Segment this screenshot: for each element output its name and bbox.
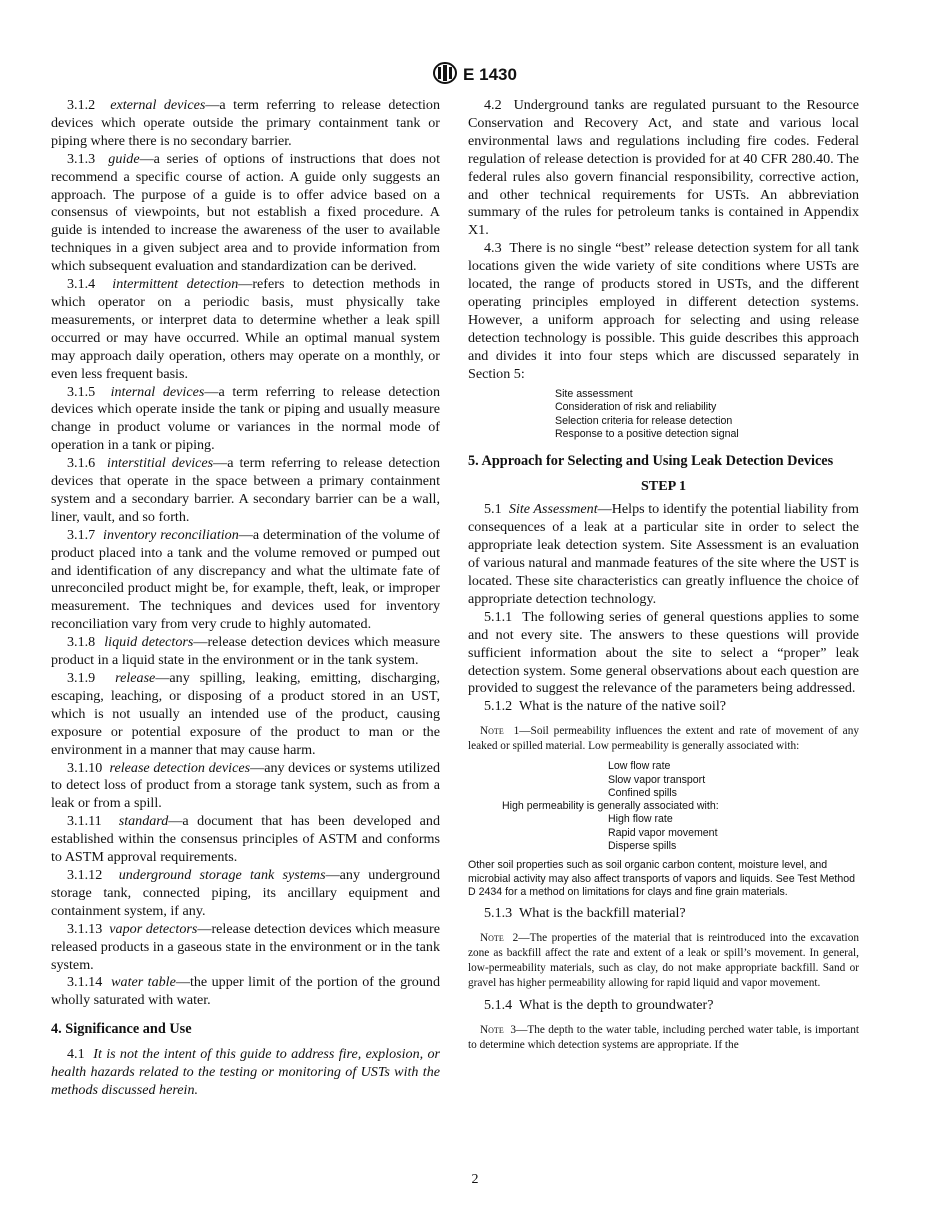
paragraph-5-1-1: 5.1.1 The following series of general questions applies to some and not every site. The answers to these questions will provide sufficient information about the site to select a “proper” leak detection system. Some general observations about each question are provided to suggest the relevance of the parameters being addressed. (468, 608, 859, 697)
other-soil-properties: Other soil properties such as soil organic carbon content, moisture level, and microbial activity may also affect transports of vapors and liquids. See Test Method D 2434 for a method on limitations for clays and fine grain materials. (468, 859, 856, 898)
permeability-list (468, 760, 859, 853)
definition-3-1-12: 3.1.12 underground storage tank systems—any underground storage tank, connected piping, its ancillary equipment and containment system, if any. (51, 866, 440, 919)
list-item: Response to a positive detection signal (555, 428, 739, 440)
paragraph-5-1-2: 5.1.2 What is the nature of the native soil? (484, 698, 727, 715)
list-item: Consideration of risk and reliability (555, 401, 717, 413)
section-5-heading: 5. Approach for Selecting and Using Leak Detection Devices (468, 452, 834, 469)
definition-3-1-5: 3.1.5 internal devices—a term referring to release detection devices which operate inside the tank or piping and usually measure change in product volume or variances in the normal mode of operation in a tank or piping. (51, 383, 440, 454)
list-item: Rapid vapor movement (608, 826, 718, 839)
paragraph-5-1: 5.1 Site Assessment—Helps to identify the potential liability from consequences of a leak at a particular site in order to select the appropriate leak detection system. Site Assessment is an evaluation of various natural and manmade features of the site where the UST is located. These site characteristics can greatly influence the choice of appropriate detection technology. (468, 501, 859, 607)
step-1-heading: STEP 1 (640, 477, 687, 494)
paragraph-4-1: 4.1 It is not the intent of this guide to address fire, explosion, or health hazards related to the testing or monitoring of USTs with the methods discussed herein. (51, 1046, 440, 1099)
list-item: Site assessment (555, 387, 633, 400)
paragraph-4-3: 4.3 There is no single “best” release detection system for all tank locations given the wide variety of site conditions where USTs are located, the range of products stored in USTs, and the different operating principles employed in different detection systems. However, a uniform approach for selecting and using release detection technology is possible. This guide describes this approach and divides it into four steps which are discussed separately in Section 5: (468, 240, 859, 382)
list-item: Slow vapor transport (608, 773, 706, 786)
page-header (0, 62, 950, 89)
definition-3-1-7: 3.1.7 inventory reconciliation—a determination of the volume of product placed into a tank and the volume removed or pumped out and identification of any discrepancy and what the ultimate fate of unreconciled product might be, for example, theft, leak, or improper measurement. The techniques and devices used for inventory reconciliation vary from very crude to highly automated. (51, 526, 440, 633)
steps-list (555, 388, 859, 442)
definition-3-1-6: 3.1.6 interstitial devices—a term referring to release detection devices that operate in the space between a primary containment system and a secondary barrier. A secondary barrier can be a wall, liner, vault, and so forth. (51, 455, 440, 525)
definition-3-1-10: 3.1.10 release detection devices—any devices or systems utilized to detect loss of product from a storage tank system, such as from a leak or from a spill. (51, 759, 440, 812)
page-number: 2 (471, 1172, 479, 1187)
definition-3-1-8: 3.1.8 liquid detectors—release detection devices which measure product in a liquid state in the environment or in the tank system. (51, 634, 441, 669)
note-3: Note 3—The depth to the water table, including perched water table, is important to determine which detection systems are appropriate. If the (468, 1024, 859, 1052)
note-1: Note 1—Soil permeability influences the extent and rate of movement of any leaked or spilled material. Low permeability is generally associated with: (468, 725, 859, 753)
note-2: Note 2—The properties of the material that is reintroduced into the excavation zone as backfill affect the rate and extent of a leak or spill’s movement. In general, low-permeability materials, such as clay, do not make appropriate backfill. Sand or gravel has higher permeability allowing for rapid liquid and vapor movement. (468, 932, 859, 990)
right-column (468, 97, 859, 1059)
paragraph-5-1-3: 5.1.3 What is the backfill material? (484, 905, 686, 922)
section-4-heading: 4. Significance and Use (51, 1021, 192, 1038)
list-item: Selection criteria for release detection (555, 414, 733, 427)
definition-3-1-3: 3.1.3 guide—a series of options of instructions that does not recommend a specific course of action. A guide only suggests an approach. The purpose of a guide is to offer advice based on a consensus of viewpoints, but not establish a fixed procedure. A guide is intended to increase the awareness of the user to available techniques in a given subject area and to provide information from which subsequent evaluation and standardization can be derived. (51, 150, 441, 275)
definition-3-1-11: 3.1.11 standard—a document that has been developed and established within the consensus principles of ASTM and conforms to ASTM approval requirements. (51, 813, 441, 866)
definition-3-1-9: 3.1.9 release—any spilling, leaking, emitting, discharging, escaping, leaching, or disposing of a product stored in an UST, which is not usually an intended use of the product, causing exposure or potential exposure of the product to man or the environment in a manner that may cause harm. (51, 670, 440, 758)
list-item: High flow rate (608, 813, 673, 826)
definition-3-1-4: 3.1.4 intermittent detection—refers to detection methods in which operator on a periodic basis, must physically take measurements, or interpret data to determine whether a leak spill occurred or may have occurred. While an optimal manual system may approach daily operation, others may operate on a monthly, or even less frequent basis. (51, 276, 440, 382)
left-column (51, 97, 440, 1100)
definition-3-1-13: 3.1.13 vapor detectors—release detection devices which measure released products in a gaseous state in the environment or in the tank system. (51, 920, 440, 973)
paragraph-5-1-4: 5.1.4 What is the depth to groundwater? (484, 997, 714, 1014)
definition-3-1-2: 3.1.2 external devices—a term referring to release detection devices which operate outside the primary containment tank or piping where there is no secondary barrier. (51, 97, 441, 149)
list-item: Low flow rate (608, 760, 671, 773)
paragraph-4-2: 4.2 Underground tanks are regulated pursuant to the Resource Conservation and Recovery Act, and state and various local environmental laws and regulations including fire codes. Federal regulation of release detection is provided for at 40 CFR 280.40. The federal rules also govern financial responsibility, corrective action, and other technical requirements for USTs. An abbreviation summary of the rules for petroleum tanks is contained in Appendix X1. (468, 97, 859, 239)
list-item: Confined spills (608, 786, 677, 799)
list-item: Disperse spills (608, 840, 677, 853)
definition-3-1-14: 3.1.14 water table—the upper limit of the portion of the ground wholly saturated with water. (51, 974, 440, 1009)
high-permeability-heading: High permeability is generally associated with: (502, 800, 719, 813)
astm-logo-icon (433, 62, 457, 89)
designation: E 1430 (463, 64, 517, 84)
